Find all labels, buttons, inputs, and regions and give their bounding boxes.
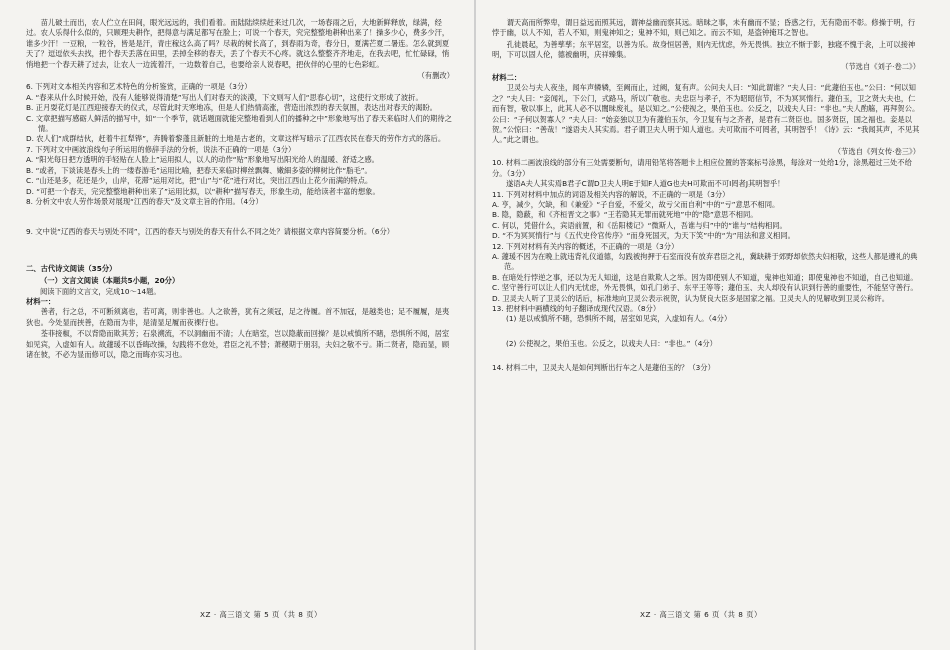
question-8: 8. 分析文中农人劳作场景对展现“江西的春天”及文章主旨的作用。（4分）: [26, 196, 263, 206]
q12-option-d: D. 卫灵夫人听了卫灵公的话后，标准地向卫灵公表示祝贺，认为贤良大臣多是国家之福。卫灵夫人的见解收到卫灵公称许。: [492, 293, 889, 303]
section-heading: 二、古代诗文阅读（35分）: [26, 263, 117, 273]
answer-space: [492, 325, 920, 339]
question-9: 9. 文中说“辽西的春天与别处不同”，江西的春天与别处的春天有什么不同之处？请根据文章内容简要分析。（6分）: [26, 227, 395, 237]
material-1-para-3: 谓天高而所弊卑，谓日益远而照其远，谓神益幽而察其远。暗昧之事，未有幽而不显；昏惑之行，无有隐而不彰。修操于明，行悖于幽，以人不知，若人不知，则鬼神知之；鬼神不知，则己知之。而云不知，是盗钟掩耳之智也。: [492, 18, 916, 38]
q12-option-b: B. 在暗处行悖逆之事，还以为无人知道，这是自欺欺人之举。因为即使别人不知道，鬼神也知道；即使鬼神也不知道，自己也知道。: [492, 272, 918, 282]
material-1-label: 材料一：: [26, 296, 56, 306]
question-7: 7. 下列对文中画波浪线句子所运用的修辞手法的分析，说法不正确的一项是（3分）: [26, 144, 296, 154]
question-13: 13. 把材料中画横线的句子翻译成现代汉语。（8分）: [492, 303, 661, 313]
q12-option-c: C. 坚守善行可以让人们内无忧虑，外无畏惧，如孔门弟子、东平王等等；蘧伯玉、夫人却没有认识到行善的重要性，不能坚守善行。: [492, 283, 918, 293]
answer-space: [26, 207, 454, 227]
q12-option-a: A. 蘧瑗不因为在晚上就违背礼仪道德，勾践被拘押于石室而没有放弃君臣之礼，冀缺耕于郊野却依然夫妇相敬，这些人都是遵礼的典范。: [492, 251, 918, 272]
q7-option-b: B. “或者，下谈读是春头上的一缕春游毛”运用比喻，把春天来临时柳丝飘舞、嫩細多姿的柳树比作“脂毛”。: [26, 165, 372, 175]
page-footer-right: XZ · 高三语文 第 6 页（共 8 页）: [640, 610, 762, 619]
passage-text: 苗儿破土而出，农人伫立在田间，眼光远远的，我们看着。而陆陆续续赶来过几次，一场春雨之后，大地新鲜释放，绿满，经过。农人乐得什么似的，只顾理夫耕作，把得意与满足都写在脸上；可说一个春天，究完整整地耕种出来了！操多少心，费多少汗，谁多少汗！一豆粮，一粒谷，皆是是汗，青庄稼这么高了吗？尽栽的树长高了，到春雨为奇，春分日，夏满芒夏二暑连。怎么就到夏天了？逗逗依头去找，把个春天丢落在田里，丢掉全移的春天，丢了个春天不心疼。就这么整整齐齐地走，在我去吧，忙忙碌碌，悄悄地把一个春天耕了过去，让农人一边流着汗，一边数着自己，也要给亲人说春吧，把伙伴的心里的七色彩虹。: [26, 18, 450, 69]
question-11: 11. 下列对材料中加点的词语及相关内容的解说，不正确的一项是（3分）: [492, 189, 730, 199]
passage-source: （有删改）: [417, 71, 454, 81]
q6-option-b: B. 正月耍花灯是江西迎接春天的仪式，尽管此时天寒地冻，但是人们热情高涨，营造出浓烈的春天氛围，表达出对春天的渴盼。: [26, 103, 437, 113]
q11-option-a: A. 亨，减少，欠缺，和《兼爱》“子自爱，不爱父，故亏父而自利”中的“亏”意思不相同。: [492, 199, 780, 209]
material-2-label: 材料二：: [492, 73, 522, 83]
answer-space: [492, 349, 920, 363]
question-12: 12. 下列对材料有关内容的概述，不正确的一项是（3分）: [492, 241, 679, 251]
q11-option-d: D. “不为冥冥惰行”与《五代史伶官传序》“而身死国灭，为天下笑”中的“为”用法和意义相同。: [492, 231, 795, 241]
material-2-source: （节选自《列女传·卷三》）: [833, 146, 920, 156]
q13-part-2: (2) 公使视之，果伯玉也。公反之，以戏夫人曰：“非也。”（4分）: [506, 338, 717, 348]
page-divider: [474, 0, 476, 650]
q7-option-d: D. “可把一个春天，完完整整地耕种出来了”运用比拟，以“耕种”描写春天，形象生动，能给读者丰富的想象。: [26, 186, 380, 196]
material-2-text: 卫灵公与夫人夜坐，闻车声辚辚，至阙而止，过阙，复有声。公问夫人曰：“知此谓谁？”夫人曰：“此蘧伯玉也。”公曰：“何以知之？”夫人曰：“妾闻礼，下公门，式路马，所以广敬也。夫忠臣与孝子，不为昭昭信节，不为冥冥惰行。蘧伯玉，卫之贤大夫也，仁而有智，敬以事上，此其人必不以闇昧废礼，是以知之。”公使视之，果伯玉也。公反之，以戏夫人曰：“非也。”夫人酌觞，再拜贺公。公曰：“子何以贺寡人？”夫人曰：“始妾独以卫为有蘧伯玉尔，今卫复有与之齐者，是君有二贤臣也。国多贤臣，国之福也。妾是以贺。”公惊曰：“善哉！”遂语夫人其实焉。君子谓卫夫人明于知人道也。夫可欺而不可罔者，其明智乎！《诗》云：“我闻其声，不见其人。”此之谓也。: [492, 83, 920, 145]
q7-option-c: C. “山还是多，花还是少，山岸，花滞”运用对比，把“山”与“花”进行对比，突出江西山上花少而满的特点。: [26, 176, 373, 186]
answer-space: [26, 238, 454, 258]
subsection-intro: 阅读下面的文言文，完成10～14题。: [40, 286, 161, 296]
subsection-heading: （一）文言文阅读（本题共5小题，20分）: [40, 276, 180, 286]
page-5: [26, 18, 454, 630]
material-1-para-1: 善者，行之总，不可断须离也，若可离，则非善也。人之欲善，犹有之须冠，足之待履。首不加冠，是越类也；足不履履，是夷狄也。今处显而挟善，在隐而为非，是清显足履而夜裸行也。: [26, 307, 450, 327]
q6-option-a: A. “春来从什么时候开始，没有人能够说得清楚”写出人们对春天的淡漠，下文则写人们“思春心切”，这使行文形成了波折。: [26, 92, 423, 102]
q7-option-a: A. “阳光每日把方透明的手轻贴在人脸上”运用拟人，以人的动作“贴”形象地写出阳光给人的温暖、舒适之感。: [26, 155, 379, 165]
question-14: 14. 材料二中，卫灵夫人是如何判断出行车之人是蘧伯玉的？（3分）: [492, 363, 715, 373]
q6-option-c: C. 文章把描写感砺人鲜活的描写中，如“一个季节，就话题面就能完整地看到人们的播种之中”形象地写出了春天来临时人们的期待之情。: [26, 113, 452, 134]
q11-option-b: B. 隐，隐蔽，和《齐桓晋文之事》“王若隐其无罪而就死地”中的“隐”意思不相同。: [492, 210, 758, 220]
q10-sentence: 遂语A夫人其实焉B君子C谓D卫夫人明E于知F人道G也夫H可欺而不可I罔者J其明智乎！: [506, 179, 785, 189]
q11-option-c: C. 何以，凭借什么，宾语前置，和《岳阳楼记》“微斯人，吾谁与归”中的“谁与”结构相同。: [492, 220, 787, 230]
material-1-source: （节选自《刘子·卷二》）: [841, 61, 920, 71]
question-6: 6. 下列对文本相关内容和艺术特色的分析鉴赏，正确的一项是（3分）: [26, 82, 252, 92]
material-1-para-2: 荃菲接椒，不以背隐而欺其芳；石泉溯流，不以洞幽而不清；人在暗室，岂以隐蔽而回操？是以戒慎所不睹，恐惧所不闻，居室如见宾，入虚如有人。故蘧瑗不以昏晦改操，勾践将不怠处，君臣之礼不替；萧稷期于朋羽，夫妇之敬不亏。斯二贤者，隐而显，顾诸在彼，不必为显而修可以，隐之而晦亦实习也。: [26, 329, 450, 359]
q13-part-1: (1) 是以戒慎所不睹，恐惧所不闻，居室如见宾，入虚如有人。（4分）: [506, 314, 732, 324]
page-6: [492, 18, 920, 630]
q6-option-d: D. 农人们“成群结伙，赶着牛扛犁铧”，奔腾着黎蓬且新脏的土地是古老的，文章这样写暗示了江西农民在春天的劳作方式的落后。: [26, 134, 446, 144]
material-1-para-4: 孔徒晨起，为善孳孳；东平居室，以善为乐。故身恒居善，则内无忧虑，外无畏惧。独立不惭于影，独寝不愧于衾，上可以接神明，下可以固人伦，德被幽明，庆祥臻集。: [492, 39, 916, 60]
question-10: 10. 材料二画波浪线的部分有三处需要断句，请用铅笔将答题卡上相应位置的答案标号涂黑，每涂对一处给1分，涂黑超过三处不给分。（3分）: [492, 158, 912, 178]
page-footer-left: XZ · 高三语文 第 5 页（共 8 页）: [200, 610, 322, 619]
